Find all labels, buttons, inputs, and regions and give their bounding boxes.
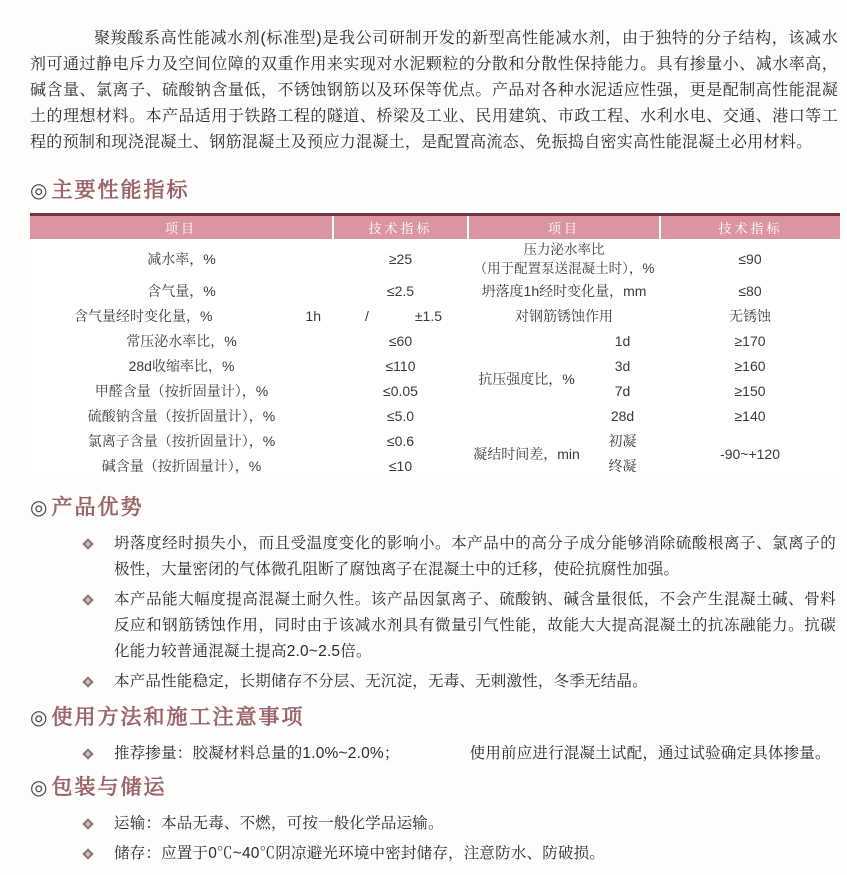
table-row	[30, 239, 840, 279]
table-row	[30, 404, 840, 429]
usage-dosage-text: 推荐掺量：胶凝材料总量的1.0%~2.0%；	[114, 744, 400, 762]
group-label-cell: 抗压强度比，%	[468, 329, 585, 429]
ring-bullet-icon: ◎	[30, 496, 48, 519]
value-slash: /	[365, 308, 369, 324]
list-item	[82, 811, 836, 837]
age-cell: 28d	[585, 404, 660, 429]
usage-note-text: 使用前应进行混凝土试配，通过试验确定具体掺量。	[469, 744, 831, 762]
value-cell: ≤0.6	[333, 429, 468, 454]
ring-bullet-icon: ◎	[30, 706, 48, 729]
ring-bullet-icon: ◎	[30, 180, 48, 202]
diamond-bullet-icon	[82, 594, 93, 605]
list-item	[82, 587, 836, 665]
section-heading-packing	[30, 775, 838, 801]
section-heading-usage	[30, 705, 838, 731]
item-cell	[468, 239, 660, 279]
item-cell: 含气量，%	[30, 279, 333, 304]
value-cell: ≤60	[333, 329, 468, 354]
col-header-item-right: 项目	[468, 215, 660, 239]
table-row	[30, 329, 840, 354]
item-cell: 常压泌水率比，%	[30, 329, 333, 354]
value-cell: ≥140	[660, 404, 840, 429]
section-heading-performance	[30, 178, 838, 204]
value-cell: ≤80	[660, 279, 840, 304]
table-row	[30, 379, 840, 404]
table-row	[30, 354, 840, 379]
item-cell: 28d收缩率比，%	[30, 354, 333, 379]
table-row	[30, 429, 840, 454]
usage-list	[30, 741, 838, 767]
value-cell: ≥160	[660, 354, 840, 379]
list-item	[82, 531, 836, 583]
intro-paragraph: 聚羧酸系高性能减水剂(标准型)是我公司研制开发的新型高性能减水剂，由于独特的分子结构，该减水剂可通过静电斥力及空间位障的双重作用来实现对水泥颗粒的分散和分散性保持能力。具有掺量小、减水率高，碱含量、氯离子、硫酸钠含量低，不锈蚀钢筋以及环保等优点。产品对各种水泥适应性强，更是配制高性能混凝土的理想材料。本产品适用于铁路工程的隧道、桥梁及工业、民用建筑、市政工程、水利水电、交通、港口等工程的预制和现浇混凝土、钢筋混凝土及预应力混凝土，是配置高流态、免振捣自密实高性能混凝土必用材料。	[30, 30, 838, 151]
value-number: ±1.5	[414, 308, 442, 324]
table-row	[30, 304, 840, 329]
value-cell: ≥150	[660, 379, 840, 404]
performance-table-header	[30, 215, 840, 239]
diamond-bullet-icon	[82, 848, 93, 859]
section-title-advantages: 产品优势	[51, 495, 144, 519]
value-cell: ≥170	[660, 329, 840, 354]
section-heading-advantages	[30, 495, 838, 521]
item-line: 压力泌水率比	[523, 241, 605, 257]
item-time: 1h	[305, 308, 321, 324]
value-cell: ≤10	[333, 454, 468, 479]
section-title-packing: 包装与储运	[51, 775, 167, 799]
value-cell: 无锈蚀	[660, 304, 840, 329]
diamond-bullet-icon	[82, 748, 93, 759]
section-title-performance: 主要性能指标	[51, 179, 190, 202]
list-item	[82, 741, 836, 767]
age-cell: 7d	[585, 379, 660, 404]
list-item-text: 运输：本品无毒、不燃，可按一般化学品运输。	[114, 814, 444, 832]
col-header-spec-right: 技术指标	[660, 215, 840, 239]
age-cell: 终凝	[585, 454, 660, 479]
diamond-bullet-icon	[82, 676, 93, 687]
value-cell: ≤110	[333, 354, 468, 379]
item-cell: 氯离子含量（按折固量计），%	[30, 429, 333, 454]
list-item-text: 坍落度经时损失小，而且受温度变化的影响小。本产品中的高分子成分能够消除硫酸根离子、氯离子的极性，大量密闭的气体微孔阻断了腐蚀离子在混凝土中的迁移，使砼抗腐性加强。	[114, 534, 836, 578]
age-cell: 1d	[585, 329, 660, 354]
item-line: （用于配置泵送混凝土时），%	[473, 260, 655, 276]
age-cell: 初凝	[585, 429, 660, 454]
item-cell	[30, 304, 333, 329]
value-cell: ≤90	[660, 239, 840, 279]
list-item-text: 本产品性能稳定，长期储存不分层、无沉淀，无毒、无刺激性，冬季无结晶。	[114, 672, 648, 690]
item-cell: 硫酸钠含量（按折固量计），%	[30, 404, 333, 429]
group-label-cell: 凝结时间差，min	[468, 429, 585, 479]
diamond-bullet-icon	[82, 818, 93, 829]
item-cell: 甲醛含量（按折固量计），%	[30, 379, 333, 404]
packing-list	[30, 811, 838, 867]
value-cell: -90~+120	[660, 429, 840, 479]
item-cell: 坍落度1h经时变化量，mm	[468, 279, 660, 304]
item-label: 含气量经时变化量，%	[74, 308, 213, 324]
item-cell: 碱含量（按折固量计），%	[30, 454, 333, 479]
performance-table	[30, 213, 840, 479]
value-cell: ≤5.0	[333, 404, 468, 429]
age-cell: 3d	[585, 354, 660, 379]
col-header-spec-left: 技术指标	[333, 215, 468, 239]
advantages-list	[30, 531, 838, 695]
list-item-text: 储存：应置于0℃~40℃阴凉避光环境中密封储存，注意防水、防破损。	[114, 844, 606, 862]
table-row	[30, 279, 840, 304]
list-item-text: 本产品能大幅度提高混凝土耐久性。该产品因氯离子、硫酸钠、碱含量很低，不会产生混凝土碱、骨料反应和钢筋锈蚀作用，同时由于该减水剂具有微量引气性能，故能大大提高混凝土的抗冻融能力。抗碳化能力较普通混凝土提高2.0~2.5倍。	[114, 590, 836, 660]
item-cell: 减水率，%	[30, 239, 333, 279]
value-cell: ≤0.05	[333, 379, 468, 404]
value-cell	[333, 304, 468, 329]
value-cell: ≥25	[333, 239, 468, 279]
diamond-bullet-icon	[82, 538, 93, 549]
item-cell: 对钢筋锈蚀作用	[468, 304, 660, 329]
col-header-item-left: 项目	[30, 215, 333, 239]
list-item	[82, 841, 836, 867]
value-cell: ≤2.5	[333, 279, 468, 304]
list-item	[82, 669, 836, 695]
ring-bullet-icon: ◎	[30, 776, 48, 799]
section-title-usage: 使用方法和施工注意事项	[51, 705, 305, 729]
